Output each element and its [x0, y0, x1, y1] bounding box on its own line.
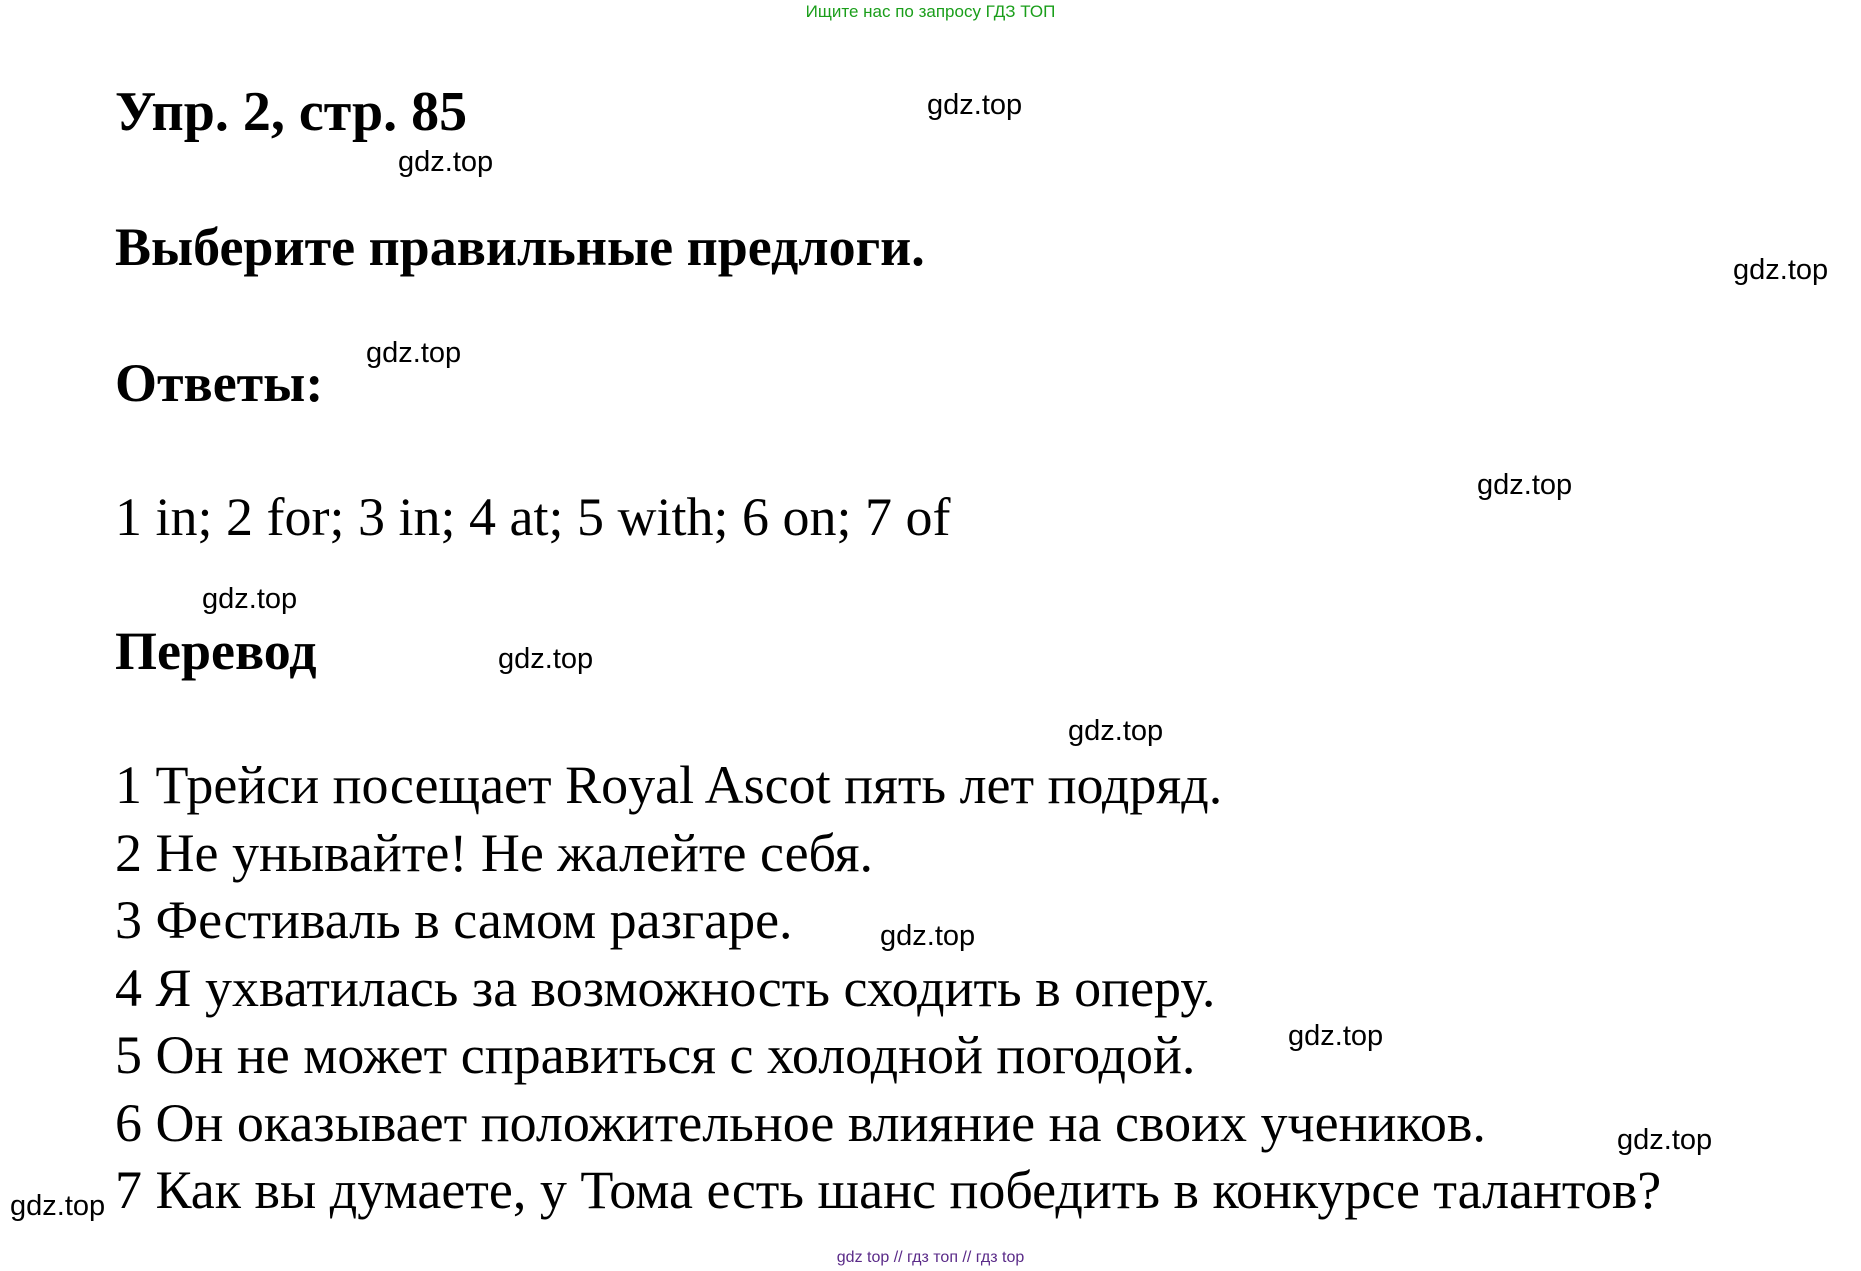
task-instruction: Выберите правильные предлоги.: [115, 217, 925, 277]
watermark: gdz.top: [1477, 469, 1573, 501]
translation-line: 4 Я ухватилась за возможность сходить в оперу.: [115, 957, 1216, 1018]
translation-heading: Перевод: [115, 621, 317, 681]
watermark: gdz.top: [1617, 1124, 1713, 1156]
translation-line: 1 Трейси посещает Royal Ascot пять лет подряд.: [115, 755, 1223, 815]
exercise-title: Упр. 2, стр. 85: [115, 81, 468, 143]
translation-line: 3 Фестиваль в самом разгаре.: [115, 890, 793, 950]
watermark: gdz.top: [498, 643, 594, 675]
translation-line: 5 Он не может справиться с холодной погодой.: [115, 1025, 1196, 1085]
bottom-banner: gdz top // гдз топ // гдз top: [836, 1249, 1025, 1266]
top-banner: Ищите нас по запросу ГДЗ ТОП: [805, 2, 1056, 21]
watermark: gdz.top: [366, 337, 462, 369]
watermark: gdz.top: [880, 920, 976, 952]
answers-text: 1 in; 2 for; 3 in; 4 at; 5 with; 6 on; 7 of: [115, 487, 951, 547]
watermark: gdz.top: [1733, 254, 1829, 286]
watermark: gdz.top: [927, 89, 1023, 121]
translation-line: 2 Не унывайте! Не жалейте себя.: [115, 822, 874, 883]
translation-line: 7 Как вы думаете, у Тома есть шанс победить в конкурсе талантов?: [115, 1160, 1662, 1220]
watermark: gdz.top: [1068, 715, 1164, 747]
watermark: gdz.top: [202, 583, 298, 615]
watermark: gdz.top: [398, 146, 494, 178]
answers-heading: Ответы:: [115, 353, 324, 413]
watermark: gdz.top: [10, 1190, 106, 1222]
watermark: gdz.top: [1288, 1020, 1384, 1052]
translation-list: [115, 752, 1661, 1225]
translation-line: 6 Он оказывает положительное влияние на своих учеников.: [115, 1092, 1486, 1153]
